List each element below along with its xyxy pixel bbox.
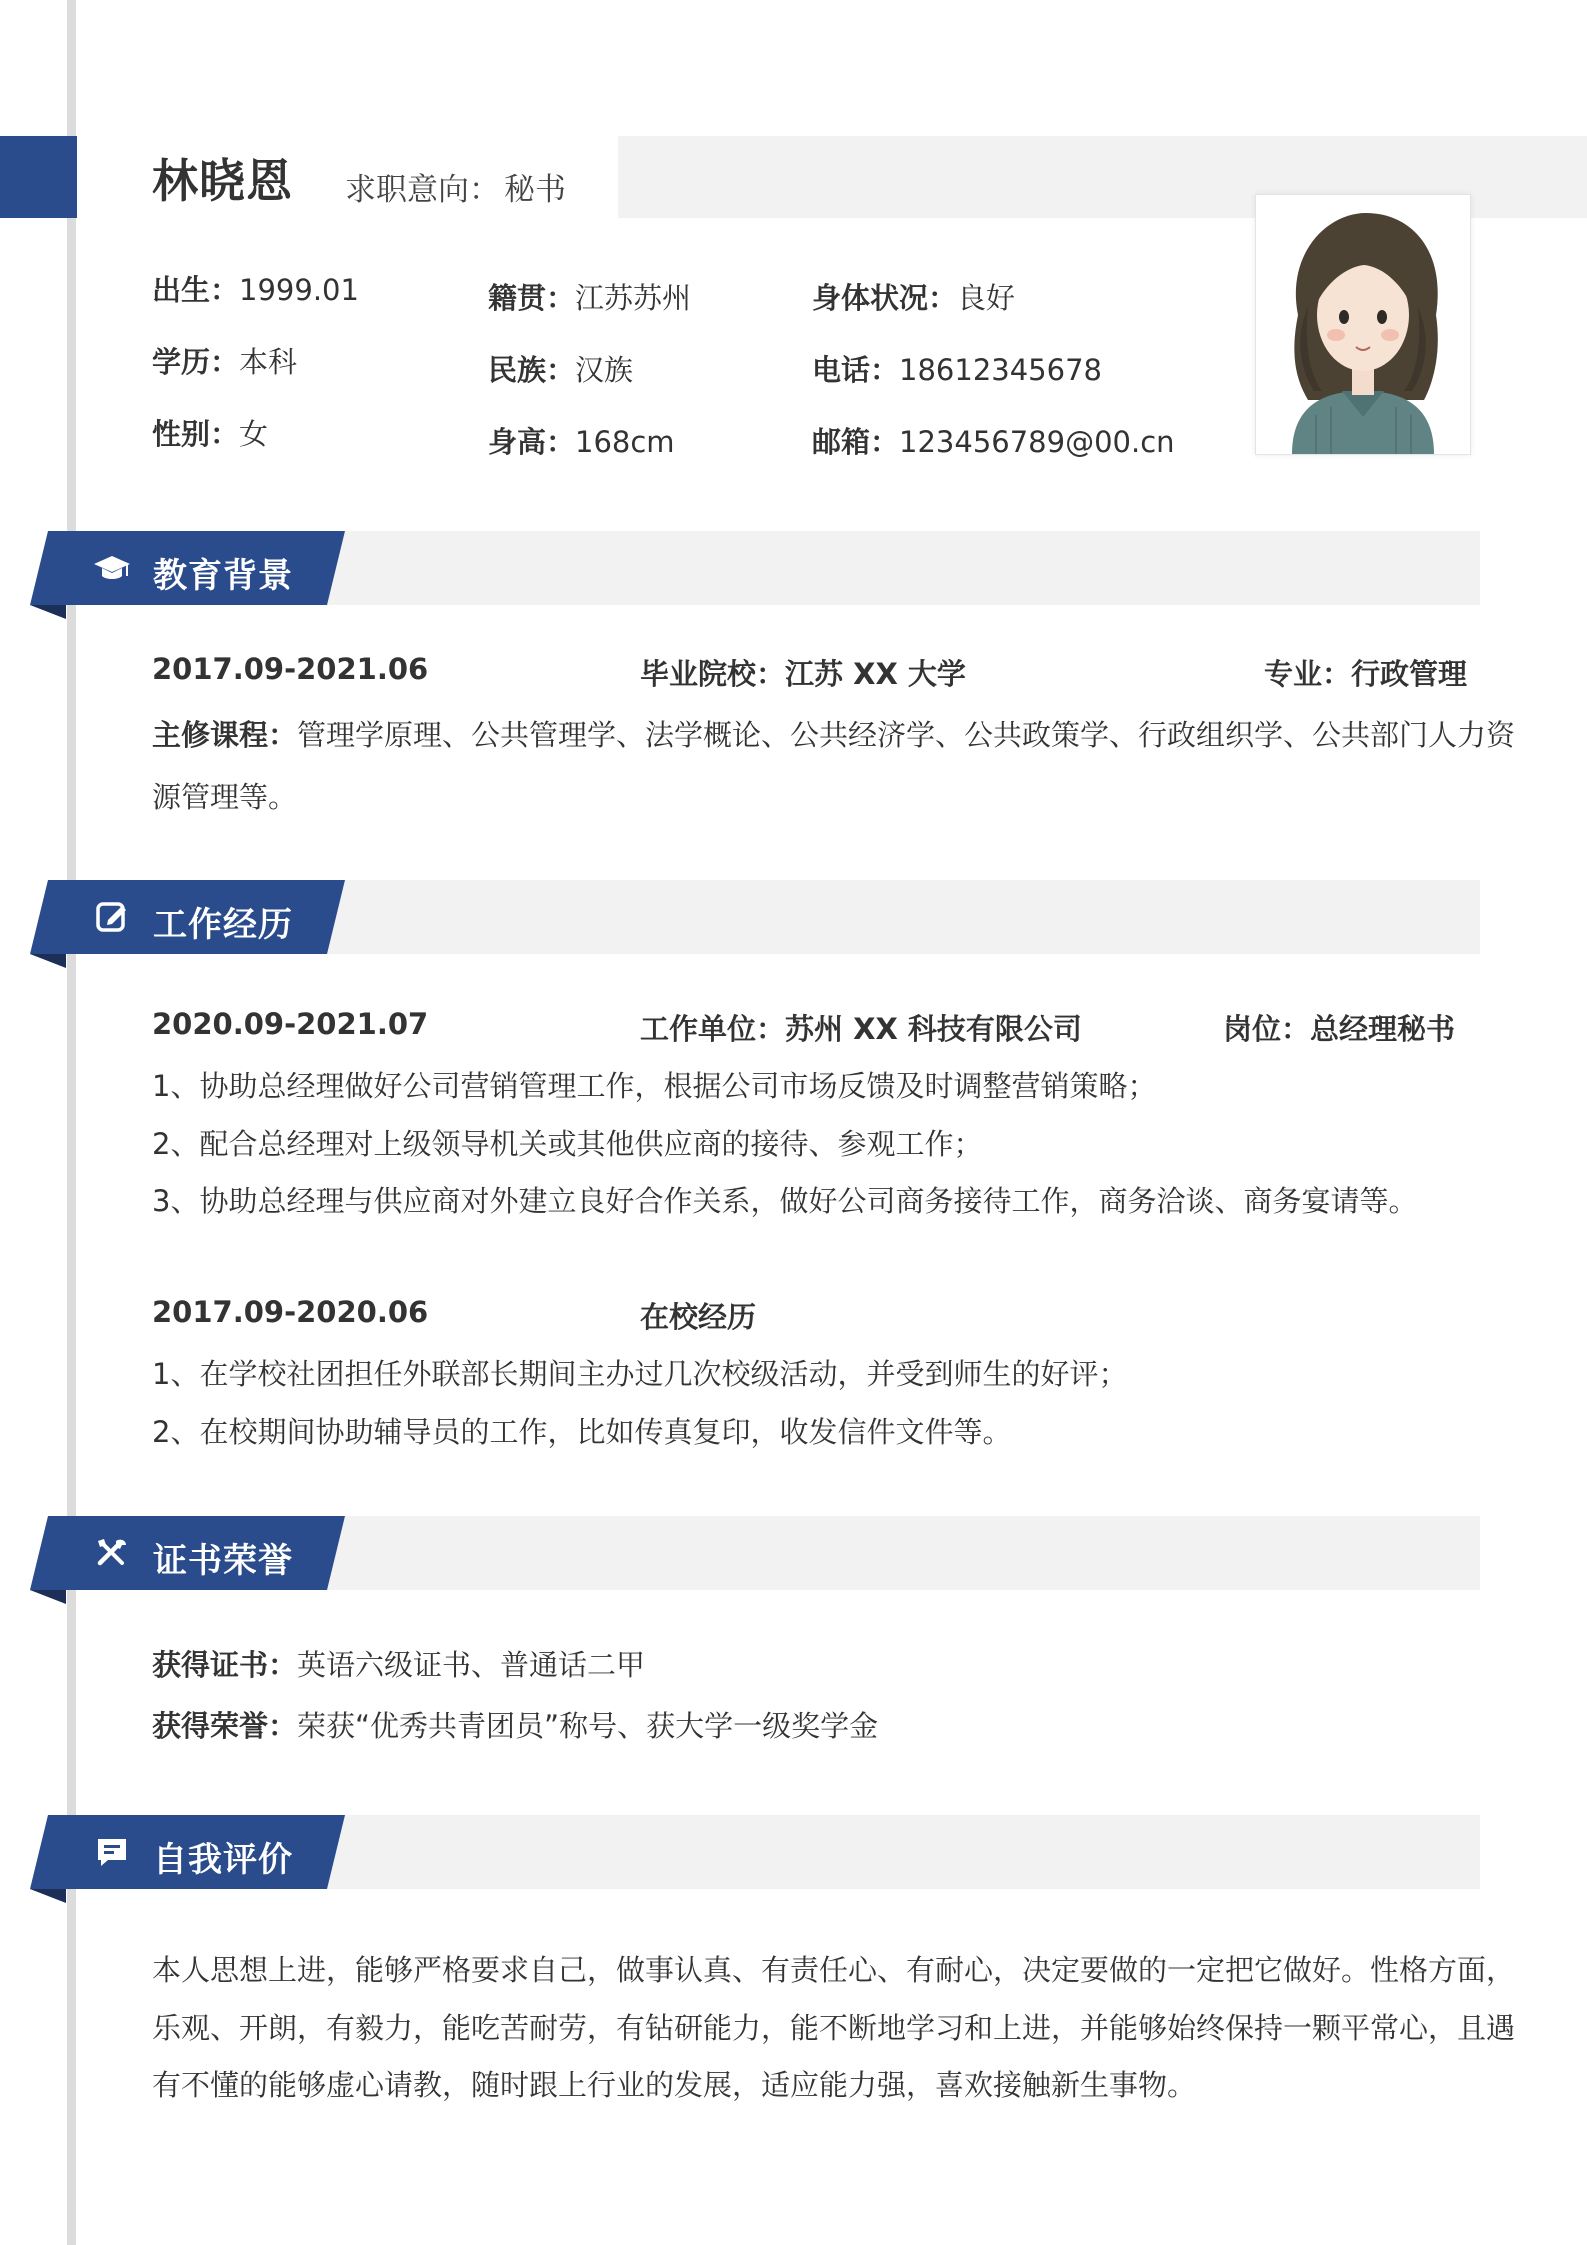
education-period: 2017.09-2021.06 (152, 652, 429, 686)
info-health-value: 良好 (957, 281, 1016, 315)
info-email-value: 123456789@00.cn (899, 425, 1175, 459)
self-eval-line: 乐观、开朗，有毅力，能吃苦耐劳，有钻研能力，能不断地学习和上进，并能够始终保持一颗平常心，且遇 (152, 2011, 1516, 2045)
info-email-label: 邮箱： (812, 425, 900, 459)
job1-company: 工作单位：苏州 XX 科技有限公司 (640, 1012, 1082, 1046)
avatar-illustration (1256, 195, 1470, 454)
info-gender-value: 女 (239, 417, 269, 451)
education-school: 毕业院校：江苏 XX 大学 (640, 657, 966, 691)
education-courses-line1 (152, 713, 1515, 754)
section-title-education: 教育背景 (153, 556, 293, 596)
job2-item: 1、在学校社团担任外联部长期间主办过几次校级活动，并受到师生的好评； (152, 1357, 1128, 1391)
timeline-rail (67, 0, 76, 2245)
info-health-label: 身体状况： (812, 281, 958, 315)
section-title-work: 工作经历 (153, 905, 293, 945)
info-height-value: 168cm (575, 425, 675, 459)
info-email (812, 420, 1175, 461)
education-courses-line2: 源管理等。 (152, 780, 298, 814)
job2-title: 在校经历 (640, 1300, 757, 1334)
job-intent (345, 164, 566, 209)
section-title-honors: 证书荣誉 (153, 1541, 293, 1581)
info-education-label: 学历： (152, 345, 240, 379)
honors-cert (152, 1643, 645, 1684)
info-education (152, 340, 297, 381)
name-accent-tab (0, 136, 77, 218)
job1-item: 3、协助总经理与供应商对外建立良好合作关系，做好公司商务接待工作，商务洽谈、商务宴请等。 (152, 1184, 1418, 1218)
section-fold-honors (30, 1590, 66, 1604)
info-health (812, 276, 1015, 317)
job1-period: 2020.09-2021.07 (152, 1007, 429, 1041)
section-fold-work (30, 954, 66, 968)
info-ethnicity-value: 汉族 (575, 353, 634, 387)
info-origin-value: 江苏苏州 (575, 281, 692, 315)
education-major: 专业：行政管理 (1264, 657, 1468, 691)
section-title-self: 自我评价 (153, 1840, 293, 1880)
info-origin-label: 籍贯： (488, 281, 576, 315)
info-ethnicity-label: 民族： (488, 353, 576, 387)
job1-item: 1、协助总经理做好公司营销管理工作，根据公司市场反馈及时调整营销策略； (152, 1069, 1157, 1103)
info-birth (152, 268, 359, 309)
info-origin (488, 276, 691, 317)
info-education-value: 本科 (239, 345, 298, 379)
education-courses-text: 管理学原理、公共管理学、法学概论、公共经济学、公共政策学、行政组织学、公共部门人力资 (297, 718, 1516, 752)
edit-note-icon (92, 897, 132, 937)
honors-award (152, 1704, 878, 1745)
job-intent-value: 秘书 (504, 172, 566, 208)
section-fold-education (30, 605, 66, 619)
honors-cert-value: 英语六级证书、普通话二甲 (297, 1648, 646, 1682)
job1-position: 岗位：总经理秘书 (1223, 1012, 1456, 1046)
honors-award-label: 获得荣誉： (152, 1709, 298, 1743)
avatar-photo (1255, 194, 1471, 455)
info-birth-label: 出生： (152, 273, 240, 307)
info-phone-value: 18612345678 (899, 353, 1102, 387)
job2-item: 2、在校期间协助辅导员的工作，比如传真复印，收发信件文件等。 (152, 1415, 1012, 1449)
info-phone-label: 电话： (812, 353, 900, 387)
candidate-name: 林晓恩 (152, 154, 293, 208)
self-eval-line: 有不懂的能够虚心请教，随时跟上行业的发展，适应能力强，喜欢接触新生事物。 (152, 2068, 1197, 2102)
section-fold-self (30, 1889, 66, 1903)
job2-period: 2017.09-2020.06 (152, 1295, 429, 1329)
job-intent-label: 求职意向： (345, 172, 500, 208)
graduation-cap-icon (92, 548, 132, 588)
info-height-label: 身高： (488, 425, 576, 459)
job1-item: 2、配合总经理对上级领导机关或其他供应商的接待、参观工作； (152, 1127, 983, 1161)
info-gender-label: 性别： (152, 417, 240, 451)
info-gender (152, 412, 268, 453)
info-birth-value: 1999.01 (239, 273, 359, 307)
tools-icon (92, 1533, 132, 1573)
info-height (488, 420, 675, 461)
education-courses-label: 主修课程： (152, 718, 298, 752)
honors-cert-label: 获得证书： (152, 1648, 298, 1682)
honors-award-value: 荣获“优秀共青团员”称号、获大学一级奖学金 (297, 1709, 879, 1743)
info-ethnicity (488, 348, 633, 389)
chat-bubble-icon (92, 1832, 132, 1872)
info-phone (812, 348, 1102, 389)
self-eval-line: 本人思想上进，能够严格要求自己，做事认真、有责任心、有耐心，决定要做的一定把它做好。性格方面， (152, 1953, 1516, 1987)
